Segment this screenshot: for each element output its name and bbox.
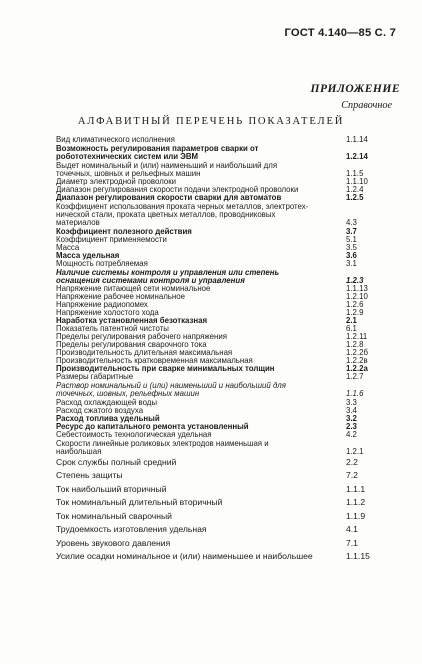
item-text: Ресурс до капитального ремонта установленный <box>56 421 249 431</box>
list-item <box>56 440 396 456</box>
list-item <box>56 523 396 537</box>
item-code: 1.1.14 <box>346 135 368 144</box>
item-code: 1.1.1 <box>346 483 366 494</box>
item-code: 3.4 <box>346 405 357 415</box>
list-item <box>56 382 396 398</box>
item-text: Ток наибольший вторичный <box>56 483 167 494</box>
index-list <box>56 136 396 564</box>
page-header: ГОСТ 4.140—85 С. 7 <box>284 27 396 39</box>
item-text: Напряжение холостого хода <box>56 307 159 317</box>
item-code: 1.2.1 <box>346 446 364 456</box>
list-item <box>56 431 396 439</box>
item-text: Пределы регулирования рабочего напряжения <box>56 332 227 342</box>
item-text: Масса <box>56 242 80 252</box>
item-text: Показатель патентной чистоты <box>56 324 169 334</box>
item-text: Уровень звукового давления <box>56 537 171 548</box>
item-text: Пределы регулирования сварочного тока <box>56 340 207 350</box>
item-text: Ток номинальный длительный вторичный <box>56 497 223 508</box>
item-code: 3.5 <box>346 242 357 252</box>
item-text: Производительность кратковременная максимальная <box>56 356 253 366</box>
item-code: 4.2 <box>346 429 357 439</box>
list-item <box>56 469 396 483</box>
item-text: Расход топлива удельный <box>56 413 160 423</box>
item-code: 1.2.11 <box>346 332 368 342</box>
item-code: 1.1.2 <box>346 497 366 508</box>
item-text: Скорости линейные роликовых электродов наименьшая и наибольшая <box>56 438 269 456</box>
item-text: Вид климатического исполнения <box>56 135 175 144</box>
list-item <box>56 373 396 381</box>
item-text: Трудоемкость изготовления удельная <box>56 524 207 535</box>
list-item <box>56 194 396 202</box>
item-text: Расход сжатого воздуха <box>56 405 144 415</box>
item-code: 3.1 <box>346 258 357 268</box>
page-title: АЛФАВИТНЫЙ ПЕРЕЧЕНЬ ПОКАЗАТЕЛЕЙ <box>77 116 345 127</box>
item-text: Себестоимость технологическая удельная <box>56 429 212 439</box>
item-code: 1.1.10 <box>346 177 368 187</box>
item-code: 1.2.9 <box>346 307 364 317</box>
item-text: Наличие системы контроля и управления или степень оснащения системами контроля и управления <box>56 267 280 285</box>
item-text: Раствор номинальный и (или) наименьший и наибольший для точечных, шовных, рельефных машин <box>56 381 286 399</box>
item-code: 1.2.2в <box>346 356 368 366</box>
list-item <box>56 456 396 470</box>
item-code: 3.6 <box>346 250 357 260</box>
list-item <box>56 550 396 564</box>
item-code: 1.2.2а <box>346 364 368 374</box>
item-text: Усилие осадки номинальное и (или) наименьшее и наибольшее <box>56 551 313 562</box>
item-code: 1.2.10 <box>346 291 368 301</box>
item-code: 1.2.3 <box>346 275 364 285</box>
appendix-label: ПРИЛОЖЕНИЕ <box>310 83 400 95</box>
item-code: 2.3 <box>346 421 357 431</box>
item-code: 1.1.13 <box>346 283 368 293</box>
item-code: 3.3 <box>346 397 357 407</box>
item-code: 6.1 <box>346 324 357 334</box>
item-text: Коэффициент полезного действия <box>56 226 192 236</box>
item-text: Напряжение питающей сети номинальное <box>56 283 211 293</box>
item-code: 7.1 <box>346 537 358 548</box>
list-item <box>56 145 396 161</box>
item-text: Коэффициент использования проката черных металлов, электротех- нической стали, проката цветных металлов, проводниковых материалов <box>56 202 309 228</box>
item-text: Ток номинальный сварочный <box>56 510 172 521</box>
list-item <box>56 136 396 144</box>
item-text: Диапазон регулирования скорости сварки для автоматов <box>56 193 282 203</box>
item-text: Наработка установленная безотказная <box>56 316 208 326</box>
item-code: 1.2.2б <box>346 348 368 358</box>
list-item <box>56 483 396 497</box>
item-text: Выдет номинальный и (или) наименьший и наибольший для точечных, шовных и рельефных машин <box>56 161 278 179</box>
item-code: 5.1 <box>346 234 357 244</box>
item-code: 1.1.9 <box>346 510 366 521</box>
list-item <box>56 162 396 178</box>
item-text: Диапазон регулирования скорости подачи электродной проволоки <box>56 185 299 195</box>
item-text: Производительность длительная максимальная <box>56 348 233 358</box>
item-code: 1.2.8 <box>346 340 364 350</box>
item-text: Срок службы полный средний <box>56 456 177 467</box>
item-code: 4.3 <box>346 218 357 228</box>
item-code: 1.2.14 <box>346 152 368 162</box>
list-item <box>56 203 396 227</box>
item-code: 2.2 <box>346 456 358 467</box>
list-item <box>56 510 396 524</box>
item-code: 1.2.6 <box>346 299 364 309</box>
item-code: 3.2 <box>346 413 357 423</box>
item-text: Производительность при сварке минимальных толщин <box>56 364 275 374</box>
item-code: 1.2.7 <box>346 372 364 382</box>
item-code: 1.1.5 <box>346 169 364 179</box>
item-code: 1.2.5 <box>346 193 364 203</box>
list-item <box>56 537 396 551</box>
item-text: Расход охлаждающей воды <box>56 397 158 407</box>
item-text: Диаметр электродной проволоки <box>56 177 177 187</box>
item-code: 2.1 <box>346 316 357 326</box>
item-text: Мощность потребляемая <box>56 258 148 268</box>
list-item <box>56 269 396 285</box>
reference-label: Справочное <box>341 100 392 111</box>
item-code: 1.2.4 <box>346 185 364 195</box>
item-code: 3.7 <box>346 226 357 236</box>
item-code: 1.1.6 <box>346 389 364 399</box>
item-code: 1.1.15 <box>346 551 370 562</box>
item-code: 7.2 <box>346 470 358 481</box>
item-text: Напряжение рабочее номинальное <box>56 291 185 301</box>
list-item <box>56 236 396 244</box>
item-text: Размеры габаритные <box>56 372 134 382</box>
item-code: 4.1 <box>346 524 358 535</box>
list-item <box>56 496 396 510</box>
item-text: Напряжение радиопомех <box>56 299 148 309</box>
list-item <box>56 260 396 268</box>
item-text: Степень защиты <box>56 470 123 481</box>
item-text: Возможность регулирования параметров сварки от робототехнических систем или ЭВМ <box>56 144 259 162</box>
item-text: Коэффициент применяемости <box>56 234 167 244</box>
item-text: Масса удельная <box>56 250 120 260</box>
